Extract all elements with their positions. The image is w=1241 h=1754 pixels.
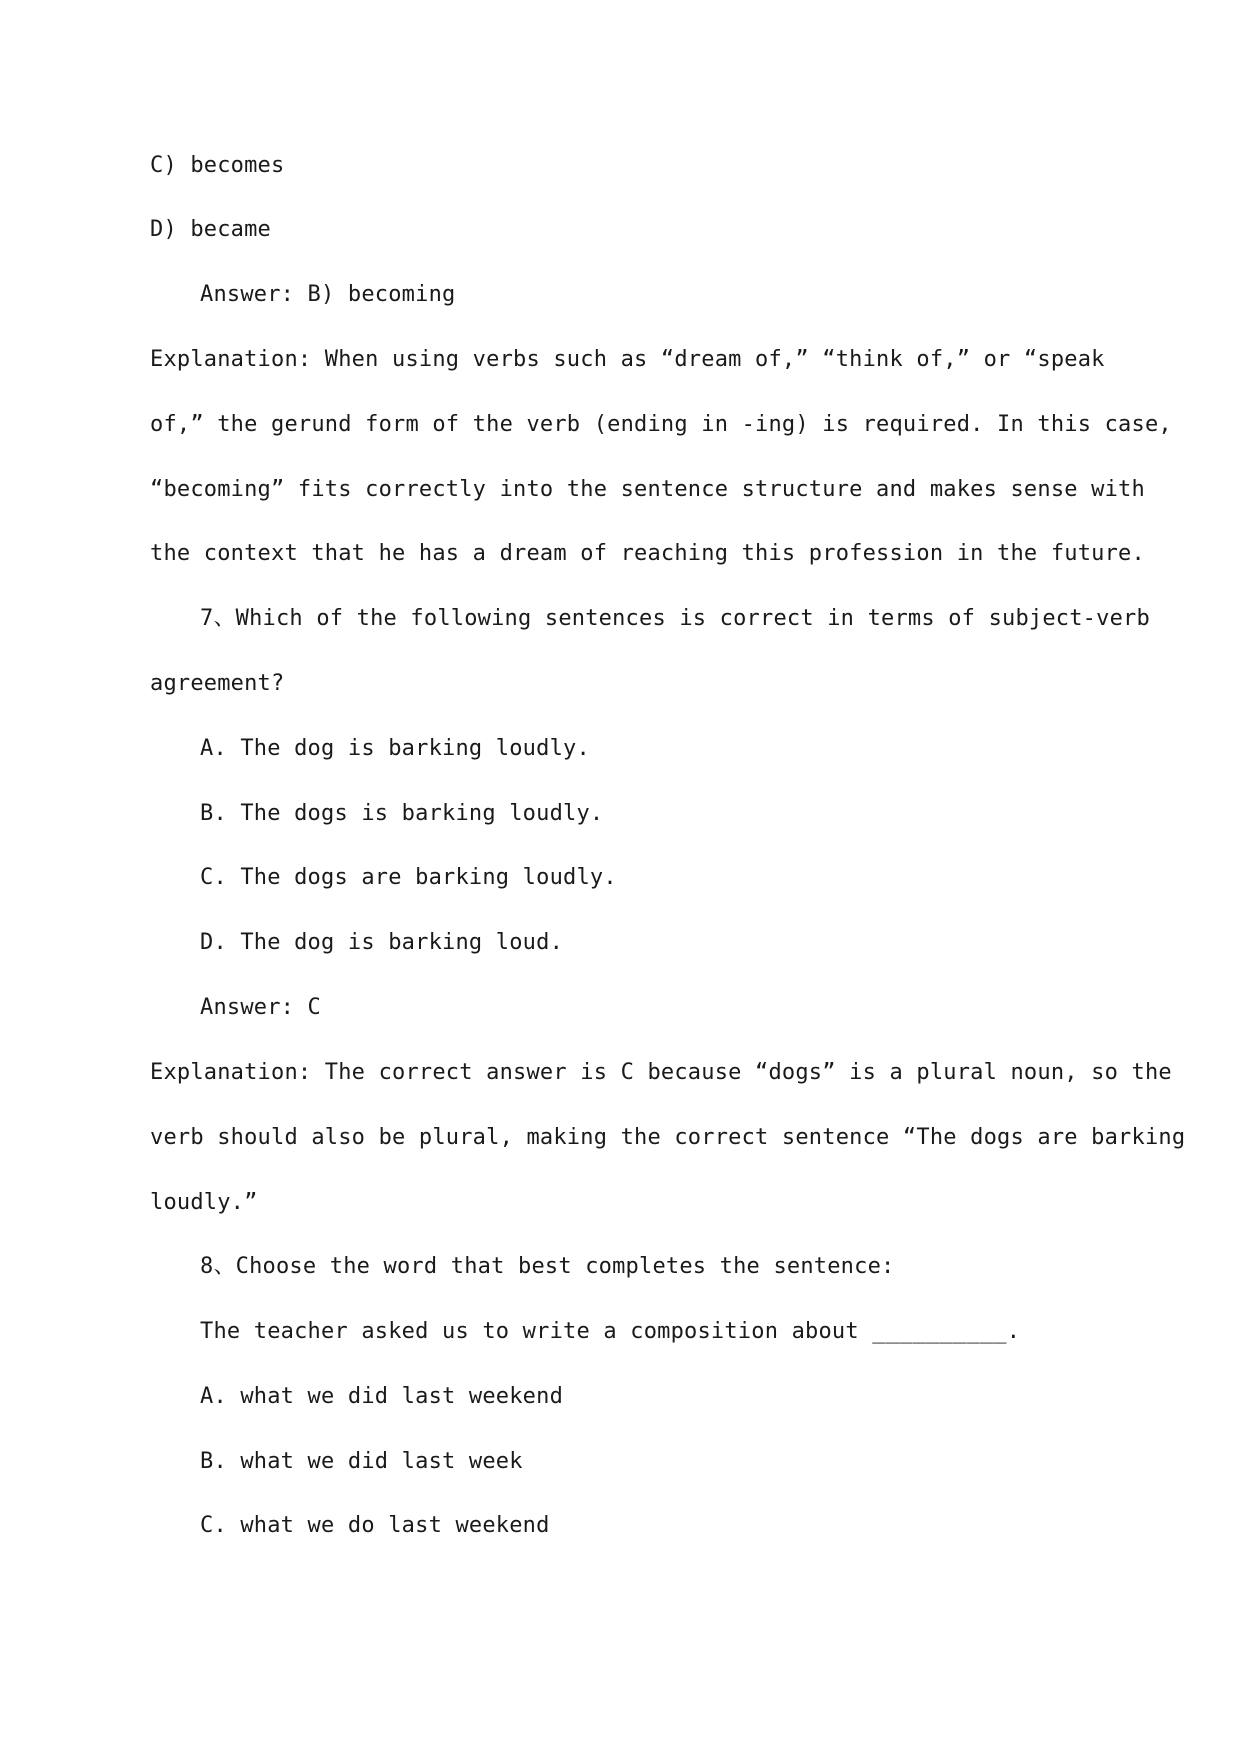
explanation-q7-line-1: Explanation: The correct answer is C because “dogs” is a plural noun, so the bbox=[150, 1060, 1172, 1085]
option-a-q7: A. The dog is barking loudly. bbox=[200, 736, 590, 761]
explanation-q6-line-2: of,” the gerund form of the verb (ending in -ing) is required. In this case, bbox=[150, 412, 1172, 437]
option-a-q8: A. what we did last weekend bbox=[200, 1384, 564, 1409]
explanation-q6-line-4: the context that he has a dream of reaching this profession in the future. bbox=[150, 541, 1145, 566]
option-c-q8: C. what we do last weekend bbox=[200, 1513, 550, 1538]
option-b-q7: B. The dogs is barking loudly. bbox=[200, 801, 604, 826]
option-d-q6: D) became bbox=[150, 217, 272, 242]
answer-q7: Answer: C bbox=[200, 995, 322, 1020]
question-7-line-1: 7、Which of the following sentences is correct in terms of subject-verb bbox=[200, 606, 1150, 631]
option-c-q7: C. The dogs are barking loudly. bbox=[200, 865, 617, 890]
option-c-q6: C) becomes bbox=[150, 153, 285, 178]
explanation-q7-line-3: loudly.” bbox=[150, 1190, 258, 1215]
question-8-line-1: 8、Choose the word that best completes the sentence: bbox=[200, 1254, 895, 1279]
question-7-line-2: agreement? bbox=[150, 671, 285, 696]
explanation-q6-line-1: Explanation: When using verbs such as “dream of,” “think of,” or “speak bbox=[150, 347, 1105, 372]
answer-q6: Answer: B) becoming bbox=[200, 282, 456, 307]
explanation-q6-line-3: “becoming” fits correctly into the sentence structure and makes sense with bbox=[150, 477, 1145, 502]
explanation-q7-line-2: verb should also be plural, making the correct sentence “The dogs are barking bbox=[150, 1125, 1186, 1150]
question-8-sentence: The teacher asked us to write a composition about __________. bbox=[200, 1319, 1021, 1344]
option-d-q7: D. The dog is barking loud. bbox=[200, 930, 564, 955]
option-b-q8: B. what we did last week bbox=[200, 1449, 523, 1474]
